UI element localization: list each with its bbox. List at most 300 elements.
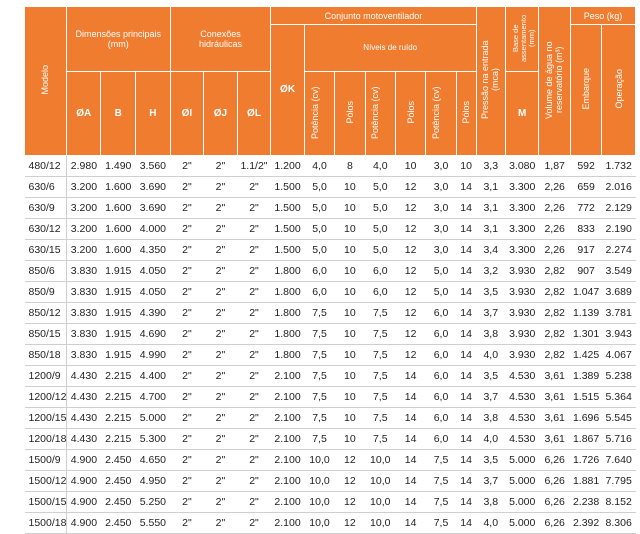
table-cell: 2.100 <box>271 387 305 408</box>
table-cell: 4.430 <box>66 408 101 429</box>
table-cell: 2" <box>170 366 204 387</box>
table-cell: 1.301 <box>570 324 601 345</box>
header-col-m: M <box>505 72 539 156</box>
table-cell: 12 <box>395 324 425 345</box>
table-cell: 2" <box>204 513 238 534</box>
table-cell: 5.550 <box>136 513 171 534</box>
table-cell: 2.215 <box>101 429 136 450</box>
table-cell: 10 <box>335 429 365 450</box>
cell-modelo: 630/12 <box>25 219 67 240</box>
table-cell: 1.425 <box>570 345 601 366</box>
table-cell: 2" <box>237 387 271 408</box>
table-cell: 2.215 <box>101 387 136 408</box>
cell-modelo: 1200/18 <box>25 429 67 450</box>
table-cell: 14 <box>395 471 425 492</box>
table-cell: 3.300 <box>505 177 539 198</box>
table-cell: 4.690 <box>136 324 171 345</box>
table-cell: 2.100 <box>271 408 305 429</box>
table-row <box>25 219 636 240</box>
table-cell: 5,0 <box>426 282 456 303</box>
table-cell: 2" <box>170 177 204 198</box>
table-cell: 3.943 <box>602 324 636 345</box>
table-cell: 7,5 <box>304 408 334 429</box>
table-cell: 14 <box>456 303 476 324</box>
table-cell: 14 <box>456 219 476 240</box>
table-cell: 1.600 <box>101 240 136 261</box>
cell-modelo: 630/6 <box>25 177 67 198</box>
table-cell: 2" <box>170 261 204 282</box>
table-cell: 14 <box>395 513 425 534</box>
header-col-j: ØJ <box>204 72 238 156</box>
table-cell: 2" <box>170 471 204 492</box>
table-cell: 5.545 <box>602 408 636 429</box>
header-embarque: Embarque <box>570 25 601 156</box>
table-cell: 6,0 <box>426 303 456 324</box>
table-cell: 2" <box>170 219 204 240</box>
table-cell: 2" <box>204 324 238 345</box>
table-cell: 2" <box>204 429 238 450</box>
table-cell: 2.100 <box>271 450 305 471</box>
table-row <box>25 471 636 492</box>
table-row <box>25 282 636 303</box>
table-cell: 4.650 <box>136 450 171 471</box>
table-cell: 3.200 <box>66 177 101 198</box>
table-cell: 4.700 <box>136 387 171 408</box>
table-cell: 5,0 <box>426 261 456 282</box>
table-cell: 3,1 <box>476 198 505 219</box>
table-cell: 14 <box>456 492 476 513</box>
table-cell: 12 <box>395 198 425 219</box>
table-cell: 5.000 <box>505 492 539 513</box>
table-cell: 2.450 <box>101 513 136 534</box>
table-cell: 1.867 <box>570 429 601 450</box>
table-row <box>25 408 636 429</box>
table-cell: 12 <box>395 261 425 282</box>
table-cell: 5.716 <box>602 429 636 450</box>
table-cell: 1.500 <box>271 198 305 219</box>
table-cell: 6,26 <box>539 471 570 492</box>
table-cell: 1.139 <box>570 303 601 324</box>
table-cell: 7,5 <box>304 345 334 366</box>
table-cell: 3,5 <box>476 282 505 303</box>
table-cell: 1.600 <box>101 177 136 198</box>
table-cell: 3.930 <box>505 345 539 366</box>
table-cell: 4.430 <box>66 429 101 450</box>
cell-modelo: 850/18 <box>25 345 67 366</box>
table-cell: 6,0 <box>426 387 456 408</box>
table-cell: 2" <box>237 261 271 282</box>
table-cell: 14 <box>395 387 425 408</box>
table-cell: 10 <box>335 345 365 366</box>
table-cell: 5.250 <box>136 492 171 513</box>
header-polos-s: Pólos <box>456 72 476 156</box>
table-cell: 2" <box>204 219 238 240</box>
table-cell: 2.450 <box>101 492 136 513</box>
table-cell: 1.800 <box>271 345 305 366</box>
header-conexoes: Conexões hidráulicas <box>170 7 271 72</box>
table-cell: 1.490 <box>101 156 136 177</box>
table-cell: 4.530 <box>505 366 539 387</box>
table-cell: 3,1 <box>476 177 505 198</box>
table-cell: 3.781 <box>602 303 636 324</box>
table-cell: 7,5 <box>365 345 395 366</box>
table-cell: 7,5 <box>304 429 334 450</box>
table-cell: 5.000 <box>505 471 539 492</box>
table-row <box>25 303 636 324</box>
table-cell: 7,5 <box>304 303 334 324</box>
table-cell: 10 <box>335 324 365 345</box>
header-operacao: Operação <box>602 25 636 156</box>
table-cell: 1.800 <box>271 303 305 324</box>
cell-modelo: 1500/18 <box>25 513 67 534</box>
cell-modelo: 1500/9 <box>25 450 67 471</box>
table-cell: 3.930 <box>505 282 539 303</box>
table-cell: 3,0 <box>426 156 456 177</box>
table-cell: 2" <box>204 156 238 177</box>
table-cell: 4.390 <box>136 303 171 324</box>
table-cell: 2.100 <box>271 429 305 450</box>
header-polos-t: Pólos <box>335 72 365 156</box>
table-cell: 5,0 <box>304 198 334 219</box>
table-cell: 6,0 <box>426 345 456 366</box>
table-cell: 2.238 <box>570 492 601 513</box>
table-cell: 4,0 <box>365 156 395 177</box>
header-col-b: B <box>101 72 136 156</box>
table-cell: 5.000 <box>505 513 539 534</box>
table-cell: 4.900 <box>66 450 101 471</box>
table-cell: 6,0 <box>304 261 334 282</box>
table-cell: 7,5 <box>426 492 456 513</box>
header-potencia-t: Potência (cv) <box>304 72 334 156</box>
table-cell: 7,5 <box>365 303 395 324</box>
table-cell: 1.500 <box>271 240 305 261</box>
cell-modelo: 630/15 <box>25 240 67 261</box>
table-cell: 7,5 <box>426 471 456 492</box>
table-cell: 5.000 <box>136 408 171 429</box>
header-volume: Volume de água no reservatório (m³) <box>539 7 570 156</box>
table-row <box>25 513 636 534</box>
table-cell: 10,0 <box>365 513 395 534</box>
table-cell: 14 <box>395 366 425 387</box>
table-cell: 6,0 <box>426 429 456 450</box>
header-potencia-s: Potência (cv) <box>426 72 456 156</box>
table-cell: 5.364 <box>602 387 636 408</box>
table-cell: 2" <box>204 282 238 303</box>
table-cell: 1.800 <box>271 261 305 282</box>
cell-modelo: 1500/12 <box>25 471 67 492</box>
table-cell: 14 <box>456 198 476 219</box>
table-cell: 4.900 <box>66 513 101 534</box>
table-cell: 3.930 <box>505 303 539 324</box>
table-cell: 7,5 <box>365 408 395 429</box>
table-cell: 4.430 <box>66 387 101 408</box>
table-cell: 6,0 <box>426 366 456 387</box>
table-cell: 1.389 <box>570 366 601 387</box>
header-conjunto: Conjunto motoventilador <box>271 7 476 25</box>
table-cell: 6,26 <box>539 450 570 471</box>
table-cell: 1.500 <box>271 219 305 240</box>
cell-modelo: 630/9 <box>25 198 67 219</box>
table-cell: 10 <box>335 408 365 429</box>
table-cell: 3.560 <box>136 156 171 177</box>
table-row <box>25 345 636 366</box>
table-cell: 2" <box>237 282 271 303</box>
table-cell: 3.200 <box>66 219 101 240</box>
table-cell: 3,7 <box>476 387 505 408</box>
table-cell: 3,61 <box>539 429 570 450</box>
table-cell: 3.690 <box>136 198 171 219</box>
table-cell: 3.300 <box>505 240 539 261</box>
table-cell: 5,0 <box>365 240 395 261</box>
table-cell: 10 <box>335 177 365 198</box>
table-cell: 2.450 <box>101 471 136 492</box>
table-cell: 4.350 <box>136 240 171 261</box>
table-cell: 14 <box>456 471 476 492</box>
table-cell: 2,82 <box>539 282 570 303</box>
table-cell: 2.392 <box>570 513 601 534</box>
table-row <box>25 240 636 261</box>
table-cell: 3.690 <box>136 177 171 198</box>
table-cell: 7,5 <box>365 366 395 387</box>
table-cell: 8.306 <box>602 513 636 534</box>
table-cell: 2.215 <box>101 408 136 429</box>
header-potencia-l: Potência (cv) <box>365 72 395 156</box>
table-cell: 1.915 <box>101 324 136 345</box>
table-cell: 2" <box>204 366 238 387</box>
table-cell: 3,2 <box>476 261 505 282</box>
table-cell: 10 <box>395 156 425 177</box>
table-row <box>25 366 636 387</box>
table-cell: 2" <box>170 282 204 303</box>
table-cell: 1.726 <box>570 450 601 471</box>
table-cell: 1.881 <box>570 471 601 492</box>
table-cell: 592 <box>570 156 601 177</box>
table-cell: 1.696 <box>570 408 601 429</box>
table-cell: 2" <box>204 408 238 429</box>
table-cell: 12 <box>395 282 425 303</box>
table-cell: 3.080 <box>505 156 539 177</box>
table-cell: 2" <box>204 471 238 492</box>
table-cell: 10,0 <box>304 492 334 513</box>
table-row <box>25 450 636 471</box>
table-cell: 2.129 <box>602 198 636 219</box>
table-cell: 5,0 <box>304 240 334 261</box>
table-row <box>25 387 636 408</box>
cell-modelo: 1500/15 <box>25 492 67 513</box>
table-row <box>25 324 636 345</box>
table-cell: 3,0 <box>426 219 456 240</box>
table-cell: 4,0 <box>476 429 505 450</box>
header-col-i: ØI <box>170 72 204 156</box>
table-cell: 2" <box>237 492 271 513</box>
table-cell: 2" <box>237 324 271 345</box>
table-cell: 1,87 <box>539 156 570 177</box>
cell-modelo: 850/9 <box>25 282 67 303</box>
table-cell: 2" <box>237 240 271 261</box>
table-row <box>25 261 636 282</box>
table-cell: 12 <box>395 219 425 240</box>
table-cell: 2" <box>204 261 238 282</box>
table-cell: 1.915 <box>101 261 136 282</box>
table-cell: 7.640 <box>602 450 636 471</box>
table-cell: 2" <box>204 240 238 261</box>
table-cell: 2.274 <box>602 240 636 261</box>
table-cell: 2" <box>170 156 204 177</box>
table-cell: 10 <box>335 261 365 282</box>
table-cell: 12 <box>395 345 425 366</box>
table-cell: 3.830 <box>66 303 101 324</box>
table-cell: 4.530 <box>505 429 539 450</box>
table-cell: 14 <box>456 366 476 387</box>
cell-modelo: 1200/15 <box>25 408 67 429</box>
spec-body <box>25 156 636 534</box>
table-cell: 10,0 <box>304 513 334 534</box>
table-row <box>25 198 636 219</box>
table-cell: 917 <box>570 240 601 261</box>
table-cell: 10 <box>335 282 365 303</box>
table-cell: 2.215 <box>101 366 136 387</box>
table-cell: 5,0 <box>365 177 395 198</box>
table-cell: 2" <box>237 513 271 534</box>
table-cell: 1.800 <box>271 282 305 303</box>
table-cell: 14 <box>456 261 476 282</box>
table-cell: 5.300 <box>136 429 171 450</box>
table-cell: 4.990 <box>136 345 171 366</box>
table-cell: 3.549 <box>602 261 636 282</box>
table-cell: 5,0 <box>304 177 334 198</box>
table-row <box>25 429 636 450</box>
table-cell: 3.930 <box>505 324 539 345</box>
table-cell: 2" <box>170 303 204 324</box>
table-cell: 1.1/2" <box>237 156 271 177</box>
cell-modelo: 850/15 <box>25 324 67 345</box>
table-cell: 10,0 <box>365 471 395 492</box>
table-cell: 10 <box>335 387 365 408</box>
header-peso: Peso (kg) <box>570 7 635 25</box>
table-cell: 12 <box>395 303 425 324</box>
header-col-k: ØK <box>271 25 305 156</box>
header-niveis: Níveis de ruído <box>304 25 476 72</box>
table-cell: 2" <box>237 177 271 198</box>
header-col-a: ØA <box>66 72 101 156</box>
table-cell: 4.530 <box>505 408 539 429</box>
table-cell: 14 <box>395 492 425 513</box>
table-cell: 10,0 <box>304 450 334 471</box>
table-cell: 2" <box>170 408 204 429</box>
table-cell: 2" <box>204 345 238 366</box>
table-cell: 5,0 <box>365 219 395 240</box>
table-cell: 4.050 <box>136 261 171 282</box>
table-cell: 2.100 <box>271 492 305 513</box>
table-cell: 14 <box>395 450 425 471</box>
table-cell: 10 <box>456 156 476 177</box>
table-cell: 2,26 <box>539 219 570 240</box>
table-cell: 3,0 <box>426 177 456 198</box>
table-cell: 2" <box>204 492 238 513</box>
table-cell: 3,3 <box>476 156 505 177</box>
table-cell: 772 <box>570 198 601 219</box>
table-cell: 4.950 <box>136 471 171 492</box>
table-cell: 14 <box>456 324 476 345</box>
cell-modelo: 850/12 <box>25 303 67 324</box>
table-cell: 14 <box>456 345 476 366</box>
table-cell: 2" <box>170 450 204 471</box>
table-cell: 3,61 <box>539 366 570 387</box>
table-cell: 7,5 <box>365 429 395 450</box>
table-cell: 3.930 <box>505 261 539 282</box>
table-cell: 14 <box>456 177 476 198</box>
table-cell: 14 <box>456 513 476 534</box>
table-row <box>25 492 636 513</box>
table-cell: 4.067 <box>602 345 636 366</box>
table-cell: 2.190 <box>602 219 636 240</box>
table-cell: 5,0 <box>304 219 334 240</box>
table-row <box>25 177 636 198</box>
table-cell: 4.900 <box>66 471 101 492</box>
table-cell: 1.500 <box>271 177 305 198</box>
cell-modelo: 850/6 <box>25 261 67 282</box>
table-cell: 1.915 <box>101 303 136 324</box>
table-cell: 6,26 <box>539 513 570 534</box>
table-cell: 7.795 <box>602 471 636 492</box>
table-cell: 12 <box>395 177 425 198</box>
table-cell: 3,1 <box>476 219 505 240</box>
table-cell: 2,82 <box>539 303 570 324</box>
table-cell: 14 <box>456 240 476 261</box>
table-cell: 2" <box>170 240 204 261</box>
table-cell: 10,0 <box>365 492 395 513</box>
table-cell: 2" <box>237 198 271 219</box>
table-cell: 2" <box>237 408 271 429</box>
table-cell: 2.100 <box>271 366 305 387</box>
table-cell: 3,7 <box>476 471 505 492</box>
table-cell: 2" <box>170 429 204 450</box>
table-cell: 3.830 <box>66 345 101 366</box>
table-cell: 1.200 <box>271 156 305 177</box>
table-cell: 4,0 <box>476 345 505 366</box>
table-cell: 3,7 <box>476 303 505 324</box>
table-cell: 3,0 <box>426 198 456 219</box>
table-cell: 4.900 <box>66 492 101 513</box>
table-cell: 12 <box>335 450 365 471</box>
header-col-h: H <box>136 72 171 156</box>
table-cell: 2,82 <box>539 324 570 345</box>
table-cell: 10,0 <box>304 471 334 492</box>
table-cell: 2" <box>170 513 204 534</box>
header-dimensoes: Dimensões principais (mm) <box>66 7 170 72</box>
table-cell: 1.515 <box>570 387 601 408</box>
table-cell: 3,8 <box>476 408 505 429</box>
table-cell: 2.980 <box>66 156 101 177</box>
table-cell: 3,5 <box>476 366 505 387</box>
table-cell: 1.732 <box>602 156 636 177</box>
table-cell: 14 <box>395 429 425 450</box>
table-cell: 12 <box>335 471 365 492</box>
table-cell: 4.400 <box>136 366 171 387</box>
table-cell: 1.600 <box>101 219 136 240</box>
table-cell: 14 <box>456 450 476 471</box>
table-cell: 2" <box>237 366 271 387</box>
table-cell: 2,82 <box>539 261 570 282</box>
table-cell: 10 <box>335 303 365 324</box>
table-cell: 2" <box>237 219 271 240</box>
table-cell: 10 <box>335 219 365 240</box>
table-cell: 14 <box>456 282 476 303</box>
table-cell: 8 <box>335 156 365 177</box>
table-cell: 6,0 <box>426 408 456 429</box>
table-cell: 5.000 <box>505 450 539 471</box>
header-col-l: ØL <box>237 72 271 156</box>
